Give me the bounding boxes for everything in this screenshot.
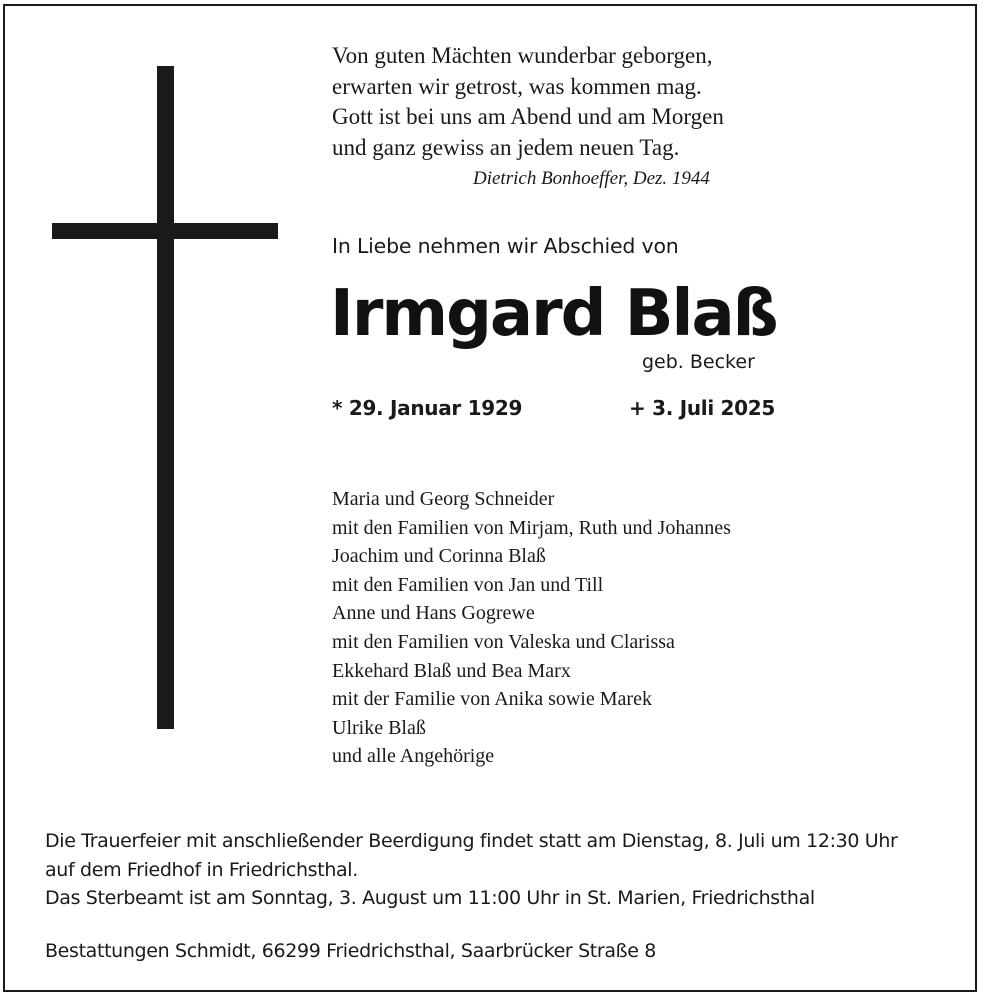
mourner-line: mit den Familien von Jan und Till (332, 573, 604, 596)
death-date: + 3. Juli 2025 (629, 396, 776, 420)
cross-vertical-beam (157, 66, 174, 729)
farewell-text: In Liebe nehmen wir Abschied von (332, 234, 679, 258)
mourner-line: Ulrike Blaß (332, 716, 426, 739)
mourner-line: mit der Familie von Anika sowie Marek (332, 688, 652, 711)
mourner-line: Anne und Hans Gogrewe (332, 602, 535, 625)
poem-author: Dietrich Bonhoeffer, Dez. 1944 (473, 168, 710, 189)
obituary-notice (3, 4, 977, 992)
mourners-list (332, 485, 852, 771)
mourner-line: Ekkehard Blaß und Bea Marx (332, 659, 571, 682)
mourner-line: Joachim und Corinna Blaß (332, 545, 546, 568)
mourner-line: Maria und Georg Schneider (332, 488, 555, 510)
service-info (45, 827, 975, 913)
mourner-line: mit den Familien von Mirjam, Ruth und Johannes (332, 516, 731, 539)
birth-name: geb. Becker (642, 351, 755, 373)
service-info-line: Das Sterbeamt ist am Sonntag, 3. August um 11:00 Uhr in St. Marien, Friedrichsthal (45, 887, 815, 909)
poem (332, 41, 852, 163)
poem-line: erwarten wir getrost, was kommen mag. (332, 73, 702, 99)
service-info-line: auf dem Friedhof in Friedrichsthal. (45, 858, 358, 881)
deceased-name: Irmgard Blaß (330, 277, 777, 351)
undertaker-info: Bestattungen Schmidt, 66299 Friedrichsthal, Saarbrücker Straße 8 (45, 940, 657, 962)
poem-line: und ganz gewiss an jedem neuen Tag. (332, 134, 680, 160)
cross-horizontal-beam (52, 223, 278, 239)
birth-date: * 29. Januar 1929 (332, 396, 523, 420)
poem-line: Gott ist bei uns am Abend und am Morgen (332, 104, 724, 129)
service-info-line: Die Trauerfeier mit anschließender Beerdigung findet statt am Dienstag, 8. Juli um 12:30 Uhr (45, 830, 898, 852)
poem-line: Von guten Mächten wunderbar geborgen, (332, 43, 713, 68)
mourner-line: und alle Angehörige (332, 745, 495, 768)
mourner-line: mit den Familien von Valeska und Clarissa (332, 630, 675, 653)
